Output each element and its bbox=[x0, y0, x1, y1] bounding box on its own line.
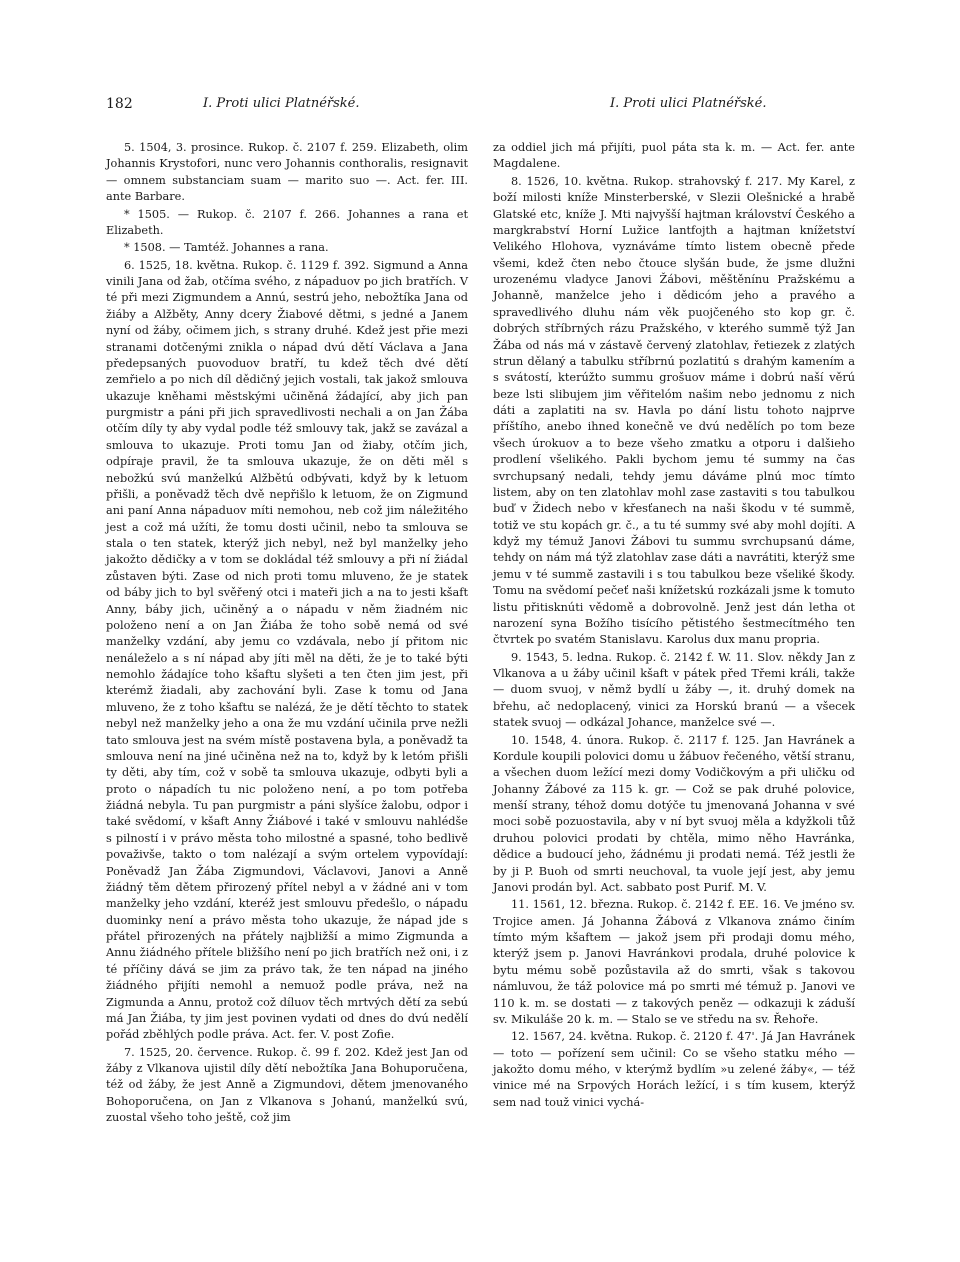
paragraph: 5. 1504, 3. prosince. Rukop. č. 2107 f. 259. Elizabeth, olim Johannis Krystofori, nunc vero Johannis conthoralis, resignavit — omnem substanciam suam — marito suo —. Act. fer. III. ante Barbare. bbox=[106, 141, 468, 204]
left-column bbox=[106, 140, 468, 1128]
paragraph: 8. 1526, 10. května. Rukop. strahovský f. 217. My Karel, z boží milosti kníže Minsterberské, v Slezii Olešnické a hrabě Glatské etc, kníže J. Mti najvyšší hajtman království Českého a margkrabství Horní Lužice lantfojth a hajtman knížetství Velikého Hlohova, vyznáváme tímto listem obecně přede všemi, kdež čten nebo čtouce slyšán bude, že jsme dlužni urozenému vladyce Janovi Žábovi, měštěnínu Pražskému a Johanně, manželce jeho i dědicóm jeho a pravého a spravedlivého dluhu nám věk puojčeného sto kop gr. č. dobrých stříbrných rázu Pražského, v kterého summě týž Jan Žába od nás má v zástavě červený zlatohlav, řetiezek z zlatých strun dělaný a tabulku stříbrnú pozlatitú s drahým kamením a s svátostí, kterúžto summu grošuov máme i dobrú naší věrú beze lsti slibujem jim věřitelóm našim nebo jednomu z nich dáti a zaplatiti na sv. Havla po dání listu tohoto najprve příštího, anebo ihned konečně ve dvú nedělích po tom beze všech úrokuov a to beze všeho zmatku a otporu i dalšieho prodlení všelikého. Pakli bychom jemu té summy na čas svrchupsaný nedali, tehdy jemu dáváme plnú moc tímto listem, aby on ten zlatohlav mohl zase zastaviti s tou tabulkou buď v Židech nebo v křesťanech na naši škodu v té summě, totiž ve stu kopách gr. č., a tu té summy své aby mohl dojíti. A když my témuž Janovi Žábovi tu summu svrchupsanú dáme, tehdy on nám má týž zlatohlav zase dáti a navrátiti, kterýž sme jemu v té summě zastavili i s tou tabulkou beze všeliké škody. Tomu na svědomí pečeť naši knížetskú rozkázali jsme k tomuto listu přitisknúti vědomě a dobrovolně. Jenž jest dán letha ot narození syna Božího tisícího pětistého šestmecítmého ten čtvrtek po svatém Stanislavu. Karolus dux manu propria. bbox=[493, 174, 855, 647]
page-header bbox=[106, 96, 860, 120]
running-title-left: I. Proti ulici Platnéřské. bbox=[203, 96, 360, 111]
paragraph: 11. 1561, 12. března. Rukop. č. 2142 f. EE. 16. Ve jméno sv. Trojice amen. Já Johanna Žábová z Vlkanova známo činím tímto mým kšaftem — jakož jsem při prodaji domu mého, kterýž jsem p. Janovi Havránkovi prodala, druhé polovice k bytu mému sobě pozůstavila až do smrti, však s takovou námluvou, že táž polovice má po smrti mé témuž p. Janovi ve 110 k. m. se dostati — z takových peněz — odkazuji k záduší sv. Mikuláše 20 k. m. — Stalo se ve středu na sv. Řehoře. bbox=[493, 898, 855, 1026]
paragraph: za oddiel jich má přijíti, puol páta sta k. m. — Act. fer. ante Magdalene. bbox=[493, 141, 855, 171]
paragraph: * 1508. — Tamtéž. Johannes a rana. bbox=[124, 241, 329, 255]
paragraph: * 1505. — Rukop. č. 2107 f. 266. Johannes a rana et Elizabeth. bbox=[106, 207, 468, 237]
paragraph: 10. 1548, 4. února. Rukop. č. 2117 f. 125. Jan Havránek a Kordule koupili polovici domu u žábuov řečeného, větší stranu, a všechen duom ležící mezi domy Vodičkovým a při uličku od Johanny Žábové za 115 k. gr. — Což se pak druhé polovice, menší strany, téhož domu dotýče tu jmenovaná Johanna v své moci sobě pozuostavila, aby v ní byt svuoj měla a kdyžkoli tůž druhou polovici prodati by chtěla, mimo něho Havránka, dědice a budoucí jeho, žádnému ji prodati nemá. Též jestli že by ji P. Buoh od smrti neuchoval, ta vuole její jest, aby jemu Janovi prodán byl. Act. sabbato post Purif. M. V. bbox=[493, 733, 855, 894]
paragraph: 9. 1543, 5. ledna. Rukop. č. 2142 f. W. 11. Slov. někdy Jan z Vlkanova a u žáby učinil kšaft v pátek před Třemi králi, takže — duom svuoj, v němž bydlí u žáby —, it. druhý domek na břehu, ač nedoplacený, vinici za Horskú branú — a všecek statek svuoj — odkázal Johance, manželce své —. bbox=[493, 650, 855, 730]
paragraph: 7. 1525, 20. července. Rukop. č. 99 f. 202. Kdež jest Jan od žáby z Vlkanova ujistil díly dětí nebožtíka Jana Bohuporučena, též od žáby, že jest Anně a Zigmundovi, dětem jmenovaného Bohoporučena, on Jan z Vlkanova s Johanú, manželkú svú, zuostal všeho toho ještě, což jim bbox=[106, 1045, 468, 1125]
page-number: 182 bbox=[106, 96, 133, 112]
paragraph: 12. 1567, 24. května. Rukop. č. 2120 f. 47'. Já Jan Havránek — toto — pořízení sem učinil: Co se všeho statku mého — jakožto domu mého, v kterýmž bydlím »u zelené žáby«, — též vinice mé na Srpových Horách ležící, i s tím kusem, kterýž sem nad touž vinici vychá- bbox=[493, 1030, 855, 1109]
right-column bbox=[493, 140, 855, 1112]
paragraph: 6. 1525, 18. května. Rukop. č. 1129 f. 392. Sigmund a Anna vinili Jana od žab, otčíma svého, z nápaduov po jich bratřích. V té při mezi Zigmundem a Annú, sestrú jeho, nebožtíka Jana od žiáby a Alžběty, Anny dcery Žiabové dětmi, s jedné a Janem nyní od žáby, očimem jich, s strany druhé. Kdež jest přie mezi stranami dotčenými znikla o nápad dvú dětí Václava a Jana předepsaných puovoduov bratří, tu kdež těch dvé dětí zemřielo a po nich díl dědičný jejich vostali, tak jakož smlouva ukazuje kněhami městskými učiněná žádající, aby jich pan purgmistr a páni při jich spravedlivosti nechali a on Jan Žába otčím díly ty aby vydal podle též smlouvy tak, jakž se zavázal a smlouva to ukazuje. Proti tomu Jan od žiaby, otčím jich, odpíraje pravil, že ta smlouva ukazuje, že on děti měl s nebožkú svú manželkú Alžbětú odbývati, když by k letuom přišli, a poněvadž těch dvě nepřišlo k letuom, že on Zigmund ani paní Anna nápaduov míti nemohou, neb což jim náležitého jest a což má užíti, že tomu dosti učinil, nebo ta smlouva se stala o ten statek, kterýž jich nebyl, než byl manželky jeho jakožto dědičky a v tom se dokládal též smlouvy a při ní žiádal zůstaven býti. Zase od nich proti tomu mluveno, že je statek od báby jich to byl svěřený otci i mateři jich a na to jesti kšaft Anny, báby jich, učiněný a o nápadu v něm žiadném nic položeno není a on Jan Žiába že toho sobě nemá od své manželky vzdání, aby jemu co vzdávala, nebo jí přitom nic nenáleželo a s ní nápad aby jíti měl na děti, že je to také býti nemohlo žádajíce toho kšaftu slyšeti a ten čten jim jest, při kterémž žiadali, aby zachování byli. Zase k tomu od Jana mluveno, že z toho kšaftu se nalézá, že je dětí těchto to statek nebyl než manželky jeho a ona že mu vzdání učinila prve nežli tato smlouva jest na svém místě postavena byla, a poněvadž ta smlouva není na jiné učiněna než na to, když by k letóm přišli ty děti, aby tím, což v sobě ta smlouva ukazuje, odbyti byli a proto o nápadích tu nic položeno není, a po tom potřeba žiádná nebyla. Tu pan purgmistr a páni slyšíce žalobu, odpor i také svědomí, v kšaft Anny Žiábové i také v smlouvu nahlédše s pilností i v právo města toho milostné a spasné, toho bedlivě považivše, takto o tom nalézají a svým ortelem vypovídají: Poněvadž Jan Žába Zigmundovi, Václavovi, Janovi a Anně žiádný těm dětem přirozený přítel nebyl a v žádné ani v tom manželky jeho vzdání, kteréž jest smlouvu předešlo, o nápadu duominky není a právo města toho ukazuje, že nápad jde s přátel přirozených na přátely najbližší a mimo Zigmunda a Annu žiádného přítele bližšího není po jich bratřích než oni, i z té příčiny dává se jim za právo tak, že ten nápad na jiného žiádného přijíti nemohl a nemuož podle práva, než na Zigmunda a Annu, protož což díluov těch mrtvých dětí za sebú má Jan Žiába, ty jim jest povinen vydati od dnes do dvú nedělí pořád zběhlých podle práva. Act. fer. V. post Zofie. bbox=[106, 258, 468, 1042]
running-title-right: I. Proti ulici Platnéřské. bbox=[610, 96, 767, 111]
